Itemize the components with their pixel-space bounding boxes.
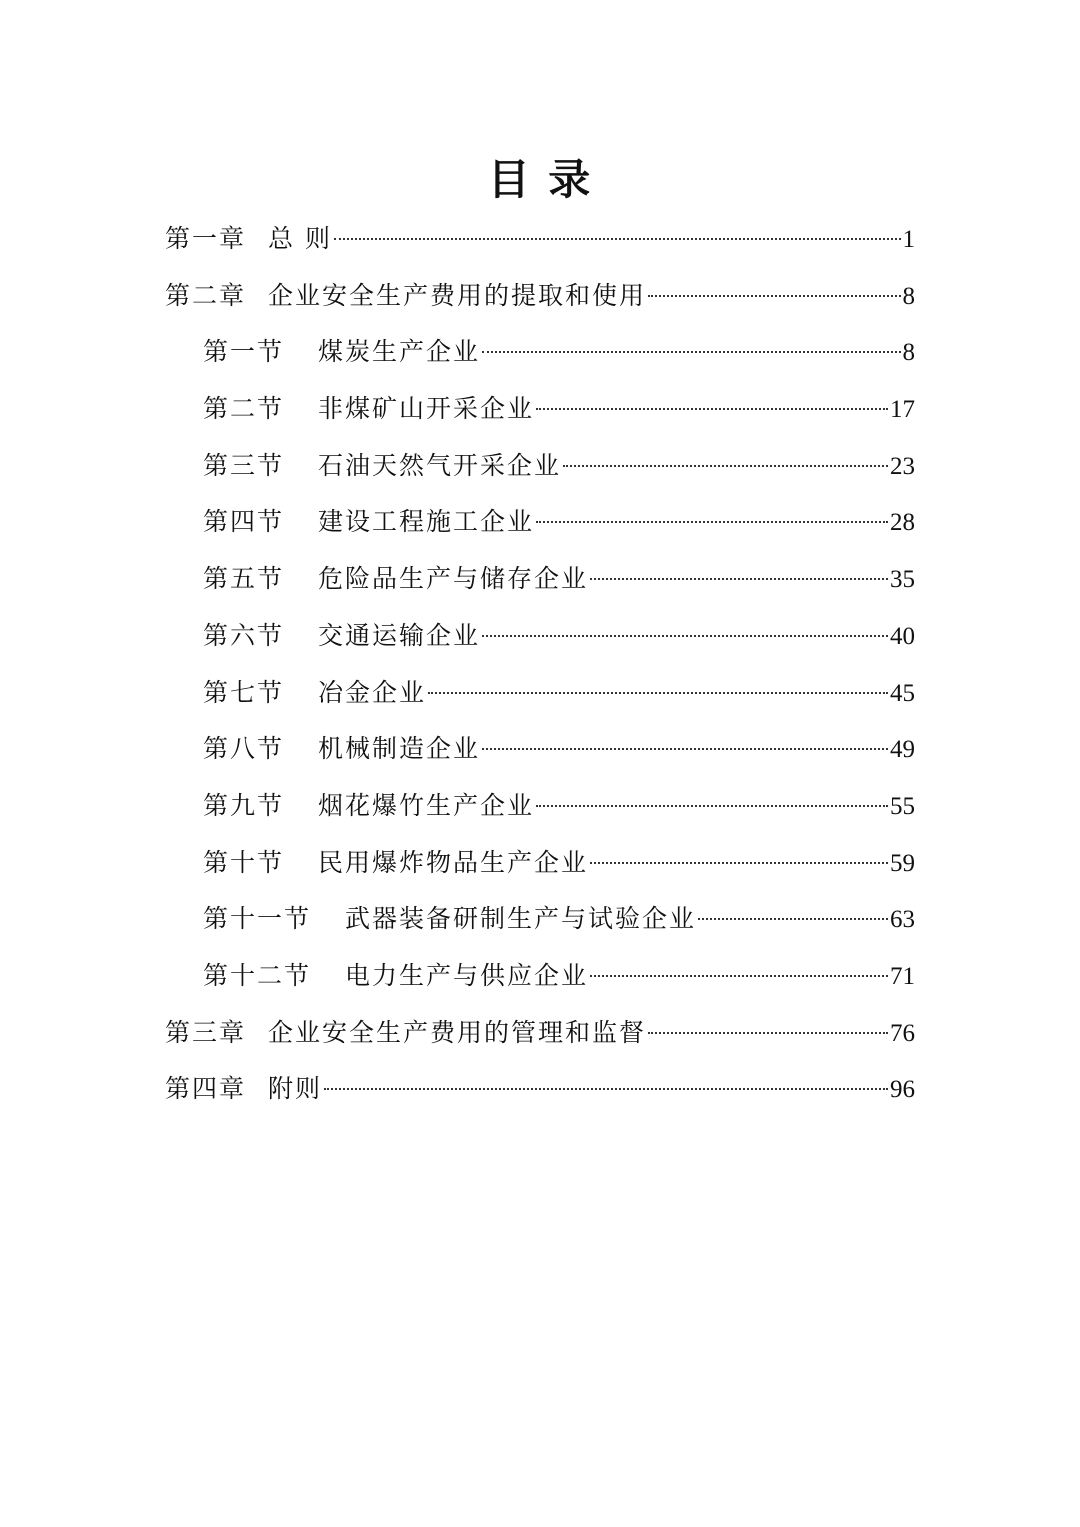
toc-entry-number: 第二章 <box>165 280 247 310</box>
toc-entry-number: 第三节 <box>203 450 285 480</box>
toc-entry-text: 总 则 <box>268 224 332 253</box>
page-title: 目 录 <box>487 155 593 204</box>
toc-entry-label <box>165 1065 322 1113</box>
toc-entry-section-10[interactable] <box>165 839 915 896</box>
toc-entry-label <box>165 215 332 263</box>
toc-dot-leader <box>648 295 900 297</box>
toc-page-number: 55 <box>890 792 915 820</box>
toc-entry-text: 企业安全生产费用的提取和使用 <box>268 280 647 310</box>
toc-entry-label <box>203 442 561 490</box>
toc-dot-leader <box>482 635 888 637</box>
toc-entry-label <box>203 669 426 717</box>
toc-dot-leader <box>334 238 901 240</box>
toc-entry-section-11[interactable] <box>165 895 915 952</box>
toc-entry-number: 第二节 <box>203 394 285 424</box>
toc-page-number: 49 <box>890 736 915 764</box>
toc-page-number: 45 <box>890 679 915 707</box>
toc-entry-number: 第五节 <box>203 564 285 594</box>
toc-dot-leader <box>590 862 888 864</box>
toc-dot-leader <box>648 1032 888 1034</box>
toc-entry-section-6[interactable] <box>165 612 915 669</box>
toc-entry-number: 第十节 <box>203 847 285 877</box>
toc-entry-chapter-4[interactable] <box>165 1065 915 1122</box>
toc-entry-number: 第一章 <box>165 224 247 253</box>
toc-entry-section-5[interactable] <box>165 555 915 612</box>
toc-entry-label <box>203 839 588 887</box>
toc-entry-label <box>203 555 588 603</box>
toc-dot-leader <box>536 521 888 523</box>
toc-entry-text: 电力生产与供应企业 <box>345 960 589 990</box>
toc-entry-label <box>203 328 480 376</box>
toc-page-number: 1 <box>902 226 915 253</box>
toc-page-number: 23 <box>890 452 915 480</box>
toc-entry-label <box>203 952 588 1000</box>
toc-entry-number: 第一节 <box>203 337 285 367</box>
toc-entry-text: 煤炭生产企业 <box>318 337 481 367</box>
toc-entry-label <box>165 1009 646 1057</box>
toc-dot-leader <box>482 748 888 750</box>
toc-entry-number: 第四节 <box>203 507 285 537</box>
toc-entry-section-4[interactable] <box>165 498 915 555</box>
toc-dot-leader <box>324 1088 888 1090</box>
toc-entry-label <box>203 385 534 433</box>
toc-entry-section-8[interactable] <box>165 725 915 782</box>
toc-entry-section-1[interactable] <box>165 328 915 385</box>
toc-entry-number: 第十二节 <box>203 960 312 990</box>
toc-entry-text: 烟花爆竹生产企业 <box>318 790 535 820</box>
toc-page-number: 35 <box>890 566 915 594</box>
toc-entry-section-3[interactable] <box>165 442 915 499</box>
toc-page-number: 96 <box>890 1076 915 1104</box>
toc-entry-text: 机械制造企业 <box>318 734 481 764</box>
toc-dot-leader <box>590 975 888 977</box>
toc-entry-text: 交通运输企业 <box>318 620 481 650</box>
toc-page-number: 8 <box>902 282 915 310</box>
toc-page-number: 59 <box>890 849 915 877</box>
toc-dot-leader <box>536 805 888 807</box>
toc-entry-number: 第十一节 <box>203 904 312 934</box>
toc-page-number: 40 <box>890 622 915 650</box>
toc-entry-label <box>203 612 480 660</box>
toc-entry-label <box>203 782 534 830</box>
toc-page-number: 71 <box>890 962 915 990</box>
toc-dot-leader <box>482 351 900 353</box>
toc-entry-number: 第三章 <box>165 1017 247 1047</box>
toc-entry-label <box>203 725 480 773</box>
toc-dot-leader <box>536 408 888 410</box>
toc-entry-label <box>203 895 696 943</box>
toc-entry-chapter-2[interactable] <box>165 272 915 329</box>
toc-dot-leader <box>563 465 888 467</box>
toc-dot-leader <box>698 918 888 920</box>
toc-page-number: 63 <box>890 906 915 934</box>
toc-entry-chapter-3[interactable] <box>165 1009 915 1066</box>
toc-entry-text: 非煤矿山开采企业 <box>318 394 535 424</box>
toc-entry-text: 危险品生产与储存企业 <box>318 564 589 594</box>
table-of-contents <box>165 215 915 1122</box>
toc-entry-text: 民用爆炸物品生产企业 <box>318 847 589 877</box>
toc-entry-text: 企业安全生产费用的管理和监督 <box>268 1017 647 1047</box>
toc-page-number: 76 <box>890 1019 915 1047</box>
toc-entry-label <box>165 272 646 320</box>
toc-entry-section-12[interactable] <box>165 952 915 1009</box>
toc-page-number: 8 <box>902 339 915 367</box>
toc-entry-number: 第九节 <box>203 790 285 820</box>
toc-entry-section-9[interactable] <box>165 782 915 839</box>
toc-entry-number: 第四章 <box>165 1074 247 1104</box>
toc-page-number: 28 <box>890 509 915 537</box>
toc-entry-label <box>203 498 534 546</box>
toc-entry-number: 第八节 <box>203 734 285 764</box>
toc-entry-number: 第七节 <box>203 677 285 707</box>
toc-entry-number: 第六节 <box>203 620 285 650</box>
toc-entry-chapter-1[interactable] <box>165 215 915 272</box>
toc-entry-text: 冶金企业 <box>318 677 427 707</box>
toc-dot-leader <box>590 578 888 580</box>
toc-entry-text: 武器装备研制生产与试验企业 <box>345 904 697 934</box>
toc-entry-text: 石油天然气开采企业 <box>318 450 562 480</box>
toc-dot-leader <box>428 692 888 694</box>
toc-entry-text: 附则 <box>268 1074 323 1104</box>
toc-page-number: 17 <box>890 396 915 424</box>
toc-entry-text: 建设工程施工企业 <box>318 507 535 537</box>
toc-entry-section-7[interactable] <box>165 669 915 726</box>
toc-entry-section-2[interactable] <box>165 385 915 442</box>
